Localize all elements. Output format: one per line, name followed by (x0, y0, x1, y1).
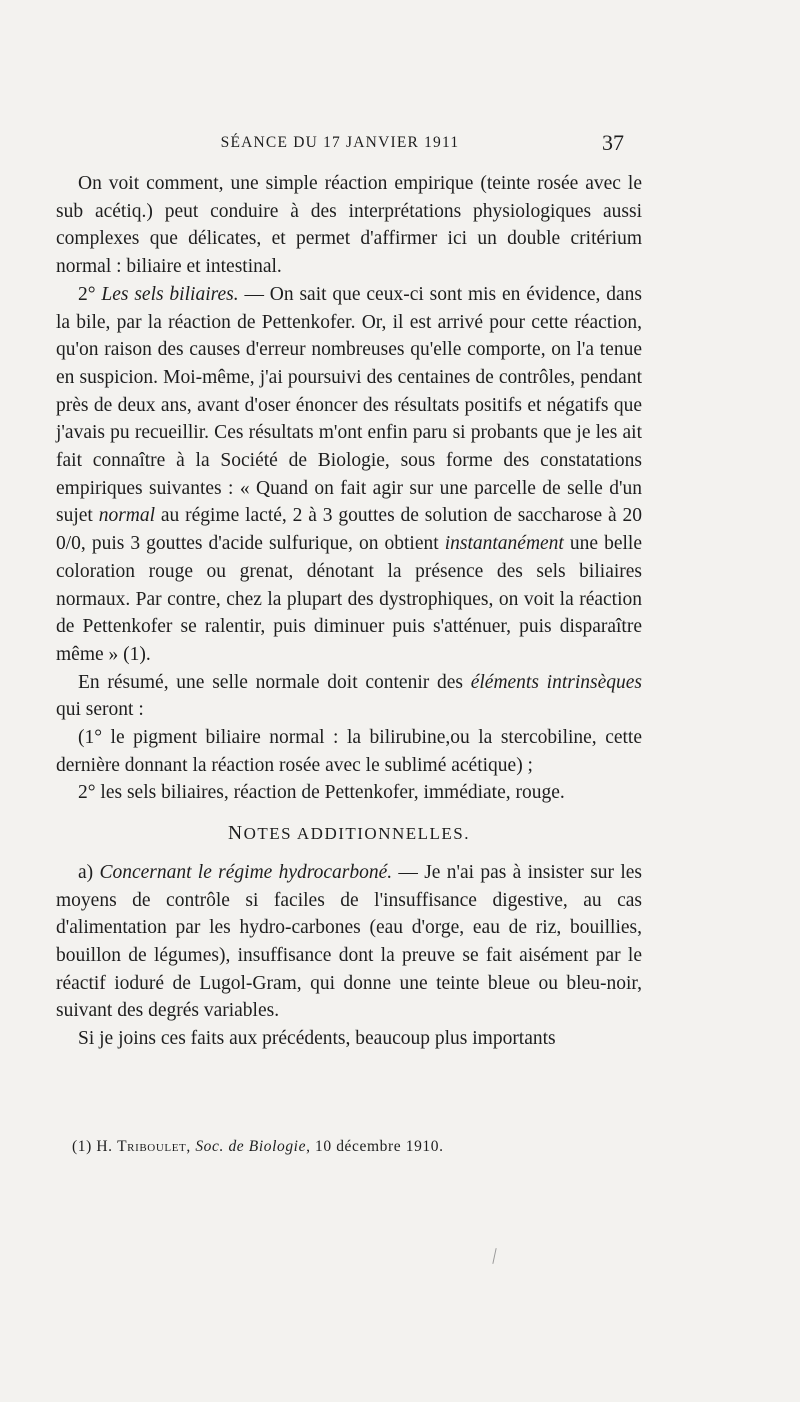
footnote-sep: , (186, 1138, 196, 1155)
paragraph-4: (1° le pigment biliaire normal : la bilirubine,ou la stercobiline, cette dernière donnant la réaction rosée avec le sublimé acétique) ; (56, 727, 642, 776)
paragraph-1: On voit comment, une simple réaction empirique (teinte rosée avec le sub acétiq.) peut conduire à des interprétations physiologiques aussi complexes que délicates, et permet d'affirmer ici un double critérium normal : biliaire et intestinal. (56, 173, 642, 278)
footnote-author: Triboulet (117, 1138, 187, 1155)
p2-emphasis-instant: instantanément (444, 533, 564, 555)
paragraph-5: 2° les sels biliaires, réaction de Pettenkofer, immédiate, rouge. (78, 782, 565, 804)
footnote-date: , 10 décembre 1910. (306, 1138, 444, 1155)
paragraph-6 (56, 859, 642, 1025)
p3-text-end: qui seront : (56, 699, 144, 721)
p2-text-mid: au régime lacté, 2 à 3 gouttes de solution de saccharose à 20 0/0, puis 3 gouttes d'acide sulfurique, on obtient (56, 505, 642, 555)
p6-section-title: Concernant le régime hydrocarboné. (99, 861, 393, 883)
p2-emphasis-normal: normal (98, 505, 156, 527)
paragraph-7: Si je joins ces faits aux précédents, beaucoup plus importants (78, 1028, 556, 1050)
header-title: SÉANCE DU 17 JANVIER 1911 (220, 134, 460, 151)
footnote-lead: (1) H. (72, 1138, 118, 1155)
p2-text-end: une belle coloration rouge ou grenat, dénotant la présence des sels biliaires normaux. Par contre, chez la plupart des dystrophiques, on voit la réaction de Pettenkofer se ralentir, puis diminuer puis s'atténuer, puis disparaître même » (1). (56, 533, 642, 665)
p6-text: — Je n'ai pas à insister sur les moyens de contrôle si faciles de l'insuffisance digestive, au cas d'alimentation par les hydro-carbones (eau d'orge, eau de riz, bouillies, bouillon de légumes), insuffisance dont la preuve se fait aisément par le réactif ioduré de Lugol-Gram, qui donne une teinte bleue ou bleu-noir, suivant des degrés variables. (56, 861, 642, 1022)
stray-mark (492, 1248, 496, 1264)
running-header (56, 130, 624, 160)
p3-text: En résumé, une selle normale doit contenir des (78, 671, 471, 693)
p2-section-title: Les sels biliaires. (101, 283, 239, 305)
paragraph-2 (56, 281, 642, 669)
page-number: 37 (602, 130, 624, 155)
p2-text: — On sait que ceux-ci sont mis en évidence, dans la bile, par la réaction de Pettenkofer. Or, il est arrivé pour cette réaction, qu'on raison des causes d'erreur nombreuses qu'elle comporte, on l'a tenue en suspicion. Moi-même, j'ai poursuivi des centaines de contrôles, pendant près de deux ans, avant d'oser énoncer des résultats positifs et négatifs que j'avais pu recueillir. Ces résultats m'ont enfin paru si probants que je les ait fait connaître à la Société de Biologie, sous forme des constatations empiriques suivantes : « Quand on fait agir sur une parcelle de selle d'un sujet (56, 283, 642, 527)
footnote (72, 1138, 632, 1156)
p6-label: a) (78, 861, 100, 883)
notes-heading (56, 820, 642, 848)
notes-heading-initial: N (227, 823, 244, 845)
p3-emphasis: éléments intrinsèques (470, 671, 643, 693)
paragraph-3 (56, 669, 642, 724)
p2-number: 2° (78, 283, 102, 305)
notes-heading-rest: OTES ADDITIONNELLES. (243, 824, 470, 844)
body-text (56, 170, 642, 1053)
footnote-journal: Soc. de Biologie (195, 1138, 307, 1155)
